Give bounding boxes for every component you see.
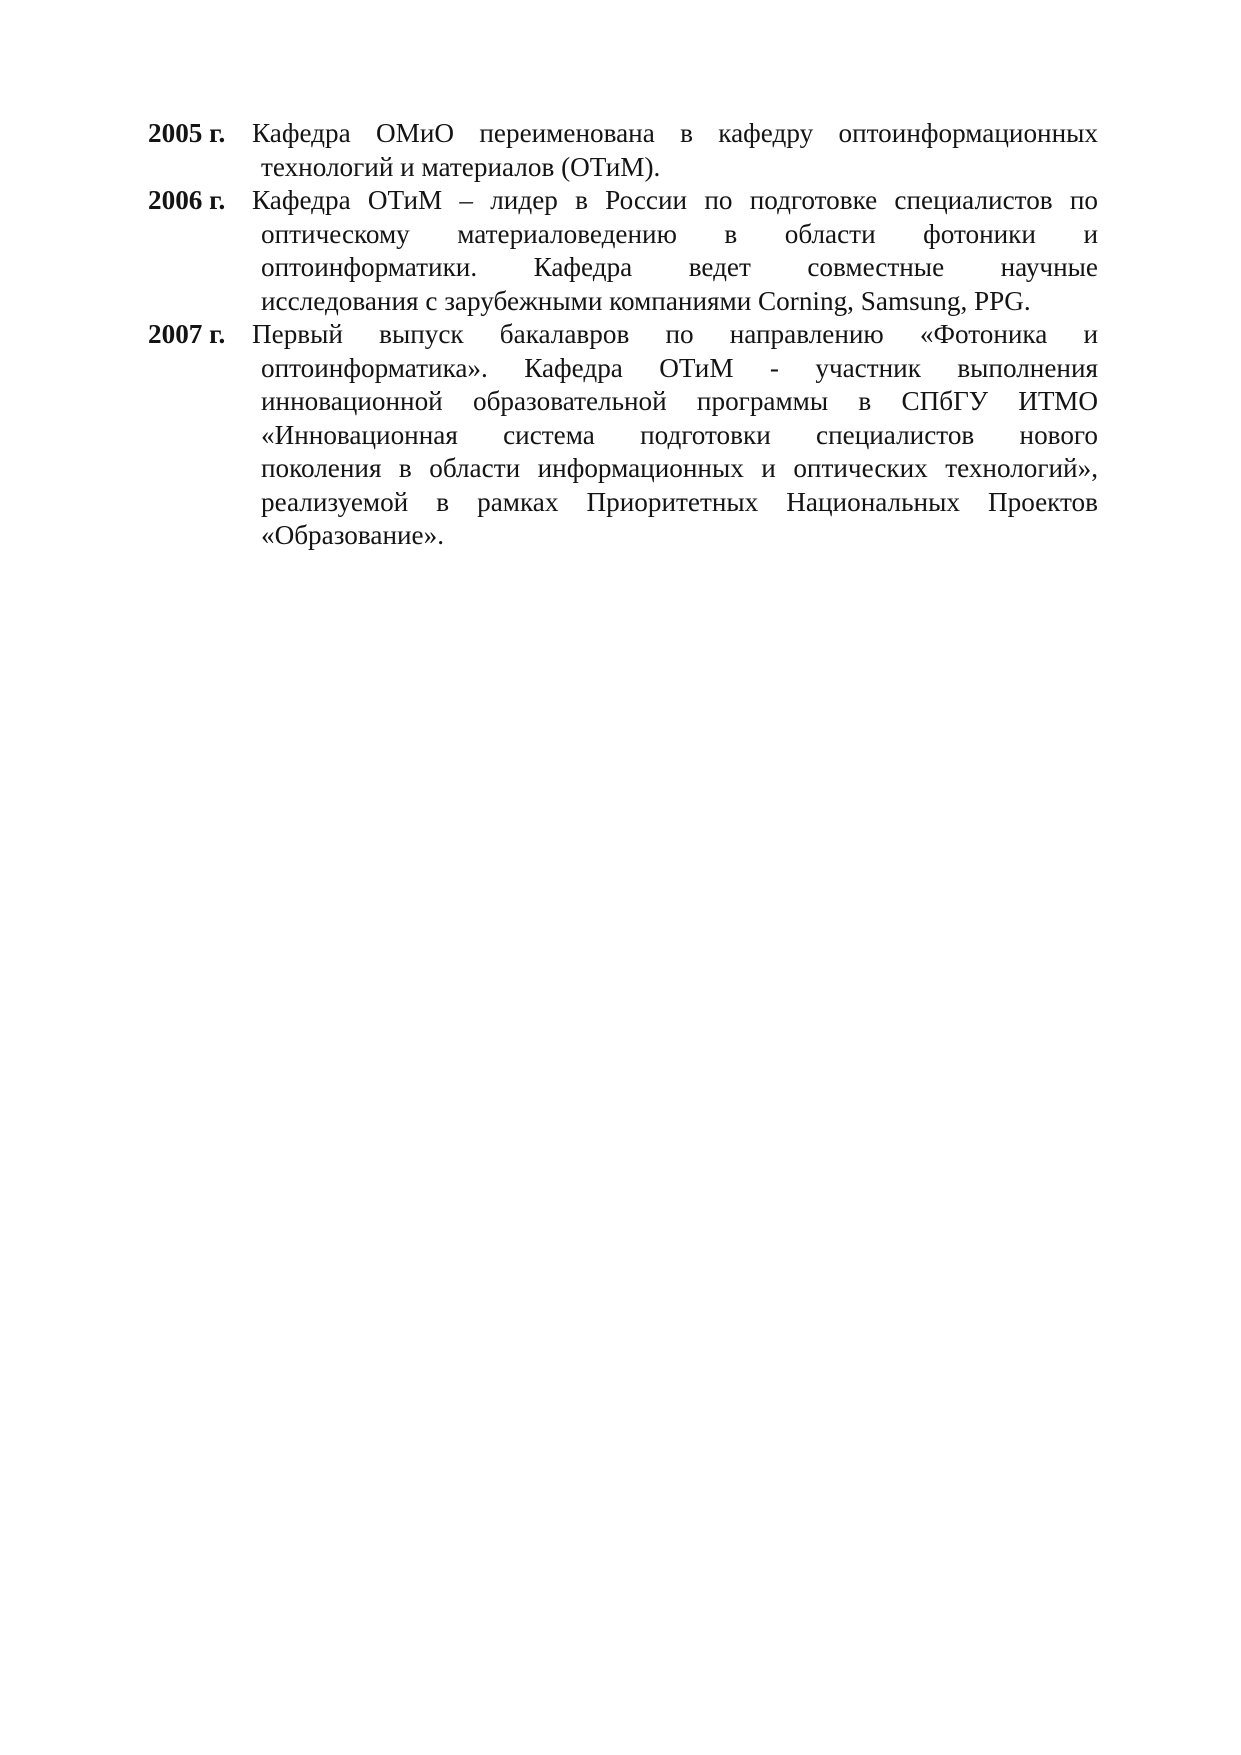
- entry-year: 2006 г.: [148, 185, 226, 215]
- entry-line: Первый выпуск бакалавров по направлению «Фотоника и: [252, 319, 1098, 349]
- timeline-entry-2005: [148, 117, 1098, 184]
- entry-line: оптическому материаловедению в области фотоники и: [261, 218, 1098, 249]
- entry-line: Кафедра ОМиО переименована в кафедру оптоинформационных: [252, 118, 1098, 148]
- entry-line: «Образование».: [261, 520, 444, 550]
- entry-line: инновационной образовательной программы в СПбГУ ИТМО: [261, 386, 1098, 416]
- entry-year: 2005 г.: [148, 118, 226, 148]
- timeline-entry-2006: [148, 184, 1098, 318]
- timeline-entry-2007: [148, 318, 1098, 553]
- entry-line: поколения в области информационных и оптических технологий»,: [261, 453, 1098, 483]
- entry-year: 2007 г.: [148, 319, 226, 349]
- timeline: [148, 117, 1098, 553]
- entry-line: оптоинформатики. Кафедра ведет совместные научные: [261, 252, 1098, 282]
- entry-line: реализуемой в рамках Приоритетных Национальных Проектов: [261, 486, 1098, 517]
- entry-line: Кафедра ОТиМ – лидер в России по подготовке специалистов по: [252, 185, 1098, 215]
- entry-line: «Инновационная система подготовки специалистов нового: [261, 419, 1098, 450]
- entry-line: технологий и материалов (ОТиМ).: [261, 151, 661, 182]
- entry-line: оптоинформатика». Кафедра ОТиМ - участник выполнения: [261, 352, 1098, 383]
- entry-line: исследования с зарубежными компаниями Corning, Samsung, PPG.: [261, 285, 1031, 316]
